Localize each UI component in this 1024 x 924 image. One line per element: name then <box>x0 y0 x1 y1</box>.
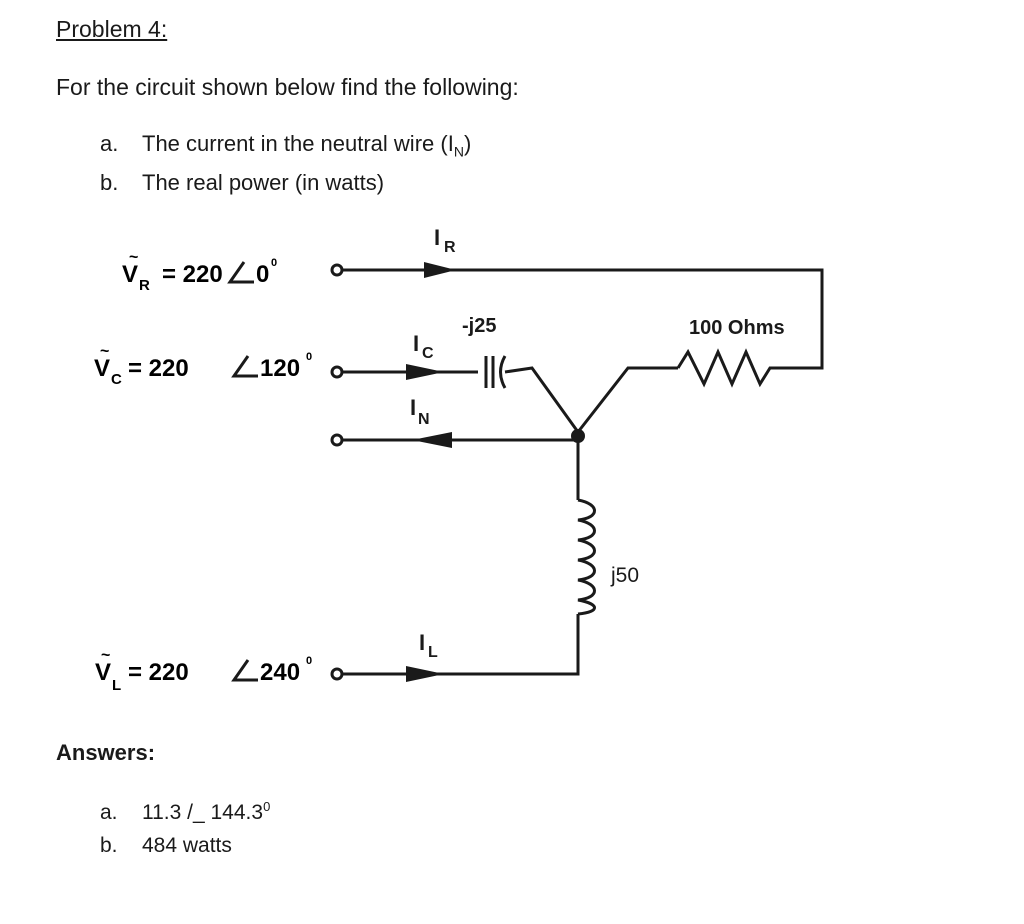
source-subscript: R <box>139 277 150 294</box>
source-vr <box>122 249 277 294</box>
question-text: The real power (in watts) <box>142 170 385 195</box>
question-letter: b. <box>100 170 119 195</box>
source-subscript: C <box>111 371 122 388</box>
capacitor-label: -j25 <box>462 315 497 337</box>
current-label-il: I <box>419 630 426 655</box>
wire-l <box>342 614 578 674</box>
source-symbol: V <box>95 659 112 686</box>
arrow-in-icon <box>412 432 452 448</box>
tilde-mark: ~ <box>101 647 111 664</box>
source-symbol: V <box>94 355 111 382</box>
question-text-end: ) <box>463 131 472 156</box>
question-subscript: N <box>453 143 464 160</box>
current-sub-ic: C <box>422 345 434 362</box>
resistor-label: 100 Ohms <box>689 317 785 339</box>
tilde-mark: ~ <box>129 249 139 266</box>
inductor-label: j50 <box>611 564 640 587</box>
source-magnitude: = 220 <box>128 659 189 686</box>
source-magnitude: = 220 <box>162 261 223 288</box>
answer-letter: b. <box>100 834 118 857</box>
arrow-ir-icon <box>424 262 456 278</box>
current-sub-ir: R <box>444 239 456 256</box>
capacitor-icon <box>486 356 505 388</box>
angle-icon <box>230 262 254 282</box>
answer-superscript: 0 <box>263 799 271 814</box>
source-angle: 0 <box>256 261 270 288</box>
current-sub-in: N <box>418 411 430 428</box>
current-label-ic: I <box>413 331 420 356</box>
answer-text: 484 watts <box>142 834 232 857</box>
tilde-mark: ~ <box>100 343 110 360</box>
answer-letter: a. <box>100 801 118 824</box>
degree-mark: 0 <box>271 257 278 269</box>
wire-node-to-resistor <box>578 368 678 432</box>
arrow-il-icon <box>406 666 444 682</box>
source-magnitude: = 220 <box>128 355 189 382</box>
current-label-ir: I <box>434 225 441 250</box>
arrow-ic-icon <box>406 364 444 380</box>
source-vc <box>94 343 312 388</box>
question-letter: a. <box>100 131 119 156</box>
inductor-icon <box>578 500 595 614</box>
source-subscript: L <box>112 677 122 694</box>
degree-mark: 0 <box>306 655 313 667</box>
problem-title: Problem 4: <box>56 16 168 42</box>
source-angle: 120 <box>260 355 301 382</box>
terminal-l-icon <box>332 669 342 679</box>
source-angle: 240 <box>260 659 301 686</box>
answer-b <box>100 834 232 858</box>
terminal-n-icon <box>332 435 342 445</box>
angle-icon <box>234 660 258 680</box>
source-symbol: V <box>122 261 139 288</box>
terminal-c-icon <box>332 367 342 377</box>
answer-text: 11.3 /_ 144.3 <box>142 801 264 824</box>
answers-heading: Answers: <box>56 740 156 765</box>
degree-mark: 0 <box>306 351 313 363</box>
current-sub-il: L <box>428 644 438 661</box>
current-label-in: I <box>410 395 417 420</box>
junction-node <box>571 429 585 443</box>
problem-intro: For the circuit shown below find the following: <box>56 74 519 100</box>
question-text: The current in the neutral wire (I <box>142 131 454 156</box>
angle-icon <box>234 356 258 376</box>
resistor-icon <box>678 352 780 384</box>
wire-cap-to-node <box>505 368 578 432</box>
source-vl <box>95 647 312 694</box>
answer-a <box>100 799 270 825</box>
terminal-r-icon <box>332 265 342 275</box>
